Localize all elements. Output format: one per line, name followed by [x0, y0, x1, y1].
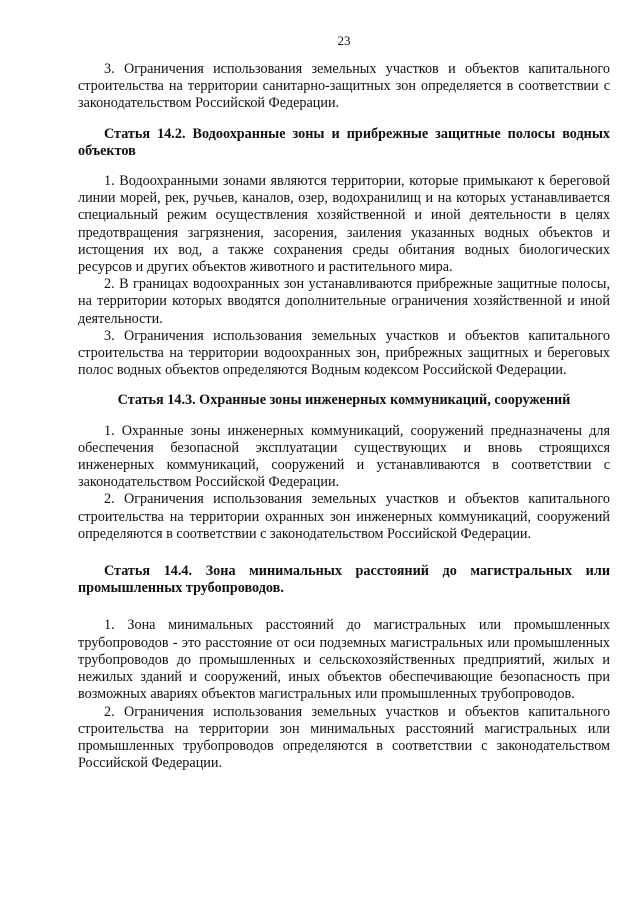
- paragraph-14-1-3: 3. Ограничения использования земельных участков и объектов капитального строительства на территории санитарно-защитных зон определяется в соответствии с законодательством Российской Федерации.: [78, 61, 610, 112]
- paragraph-14-2-1: 1. Водоохранными зонами являются территории, которые примыкают к береговой линии морей, рек, ручьев, каналов, озер, водохранилищ и на которых устанавливается специальный режим осуществления хозяйственной и иной деятельности в целях предотвращения загрязнения, засорения, заиления указанных водных объектов и истощения их вод, а также сохранения среды обитания водных биологических ресурсов и других объектов животного и растительного мира.: [78, 173, 610, 276]
- heading-article-14-2: Статья 14.2. Водоохранные зоны и прибрежные защитные полосы водных объектов: [78, 125, 610, 159]
- paragraph-14-3-2: 2. Ограничения использования земельных участков и объектов капитального строительства на территории охранных зон инженерных коммуникаций, сооружений определяются в соответствии с законодательством Российской Федерации.: [78, 491, 610, 542]
- document-body: [78, 61, 610, 772]
- paragraph-14-4-2: 2. Ограничения использования земельных участков и объектов капитального строительства на территории зон минимальных расстояний магистральных или промышленных трубопроводов определяются в соответствии с законодательством Российской Федерации.: [78, 703, 610, 772]
- paragraph-14-4-1: 1. Зона минимальных расстояний до магистральных или промышленных трубопроводов - это расстояние от оси подземных магистральных или промышленных трубопроводов до промышленных и сельскохозяйственных предприятий, жилых и нежилых зданий и сооружений, иных объектов обеспечивающие безопасность при возможных авариях объектов магистральных или промышленных трубопроводов.: [78, 617, 610, 703]
- heading-article-14-4: Статья 14.4. Зона минимальных расстояний до магистральных или промышленных трубопроводов.: [78, 563, 610, 597]
- paragraph-14-2-2: 2. В границах водоохранных зон устанавливаются прибрежные защитные полосы, на территории которых вводятся дополнительные ограничения хозяйственной и иной деятельности.: [78, 276, 610, 327]
- paragraph-14-3-1: 1. Охранные зоны инженерных коммуникаций, сооружений предназначены для обеспечения безопасной эксплуатации существующих и вновь строящихся инженерных коммуникаций, сооружений и устанавливаются в соответствии с законодательством Российской Федерации.: [78, 422, 610, 491]
- heading-article-14-3: Статья 14.3. Охранные зоны инженерных коммуникаций, сооружений: [117, 392, 571, 409]
- page-number: 23: [337, 33, 351, 48]
- paragraph-14-2-3: 3. Ограничения использования земельных участков и объектов капитального строительства на территории водоохранных зон, прибрежных защитных и береговых полос водных объектов определяются Водным кодексом Российской Федерации.: [78, 327, 610, 379]
